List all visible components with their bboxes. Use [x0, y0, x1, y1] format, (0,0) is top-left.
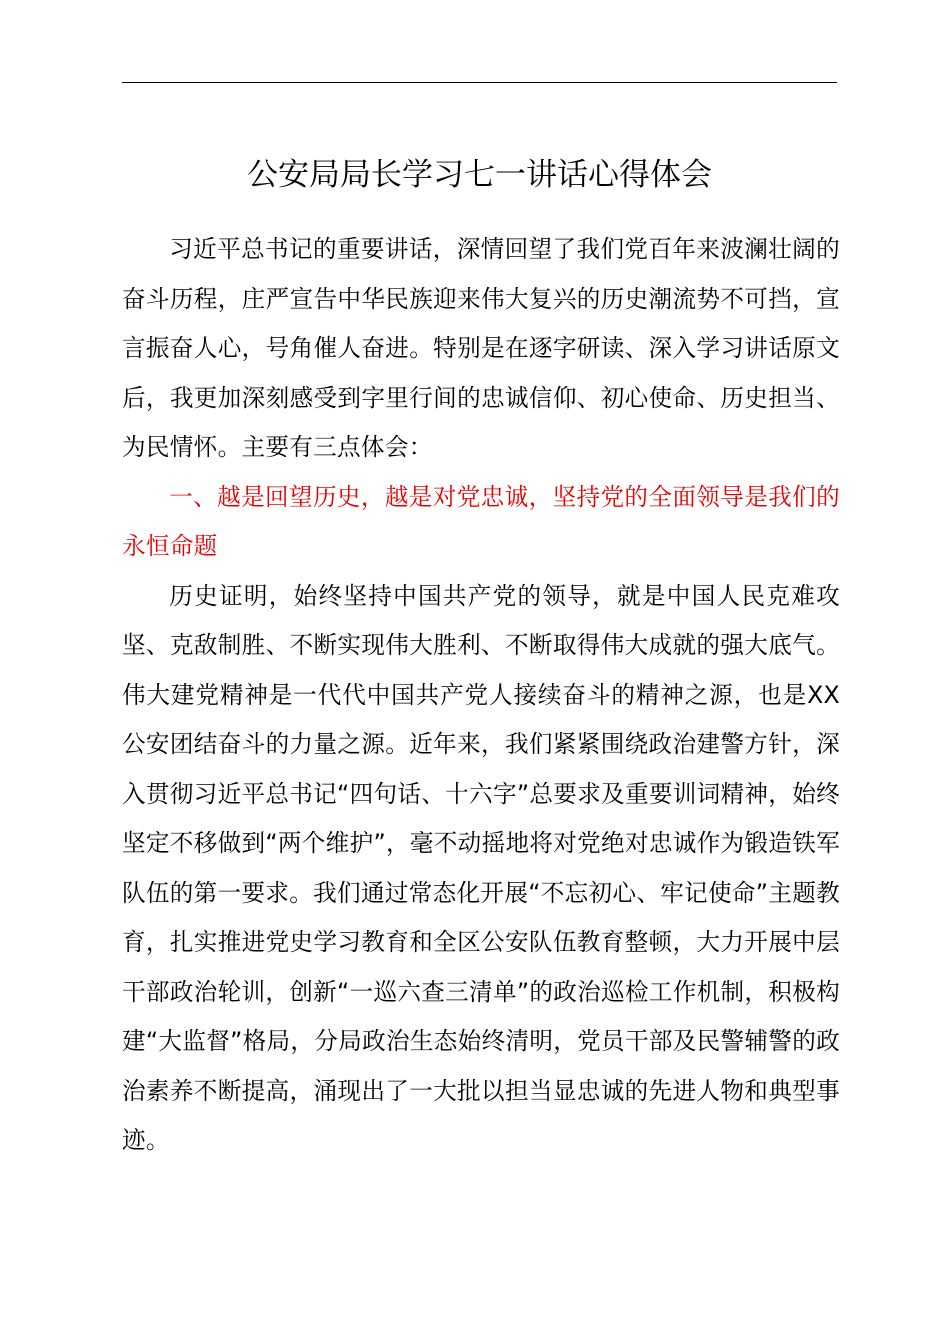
- intro-paragraph: 习近平总书记的重要讲话，深情回望了我们党百年来波澜壮阔的奋斗历程，庄严宣告中华民族迎来伟大复兴的历史潮流势不可挡，宣言振奋人心，号角催人奋进。特别是在逐字研读、深入学习讲话原文后，我更加深刻感受到字里行间的忠诚信仰、初心使命、历史担当、为民情怀。主要有三点体会：: [122, 235, 840, 461]
- document-body: [122, 225, 840, 1166]
- document-title: 公安局局长学习七一讲话心得体会: [247, 157, 712, 193]
- header-rule: [122, 82, 837, 83]
- section-heading-1: 一、越是回望历史，越是对党忠诚，坚持党的全面领导是我们的永恒命题: [122, 482, 840, 560]
- section-1-paragraph: 历史证明，始终坚持中国共产党的领导，就是中国人民克难攻坚、克敌制胜、不断实现伟大胜利、不断取得伟大成就的强大底气。伟大建党精神是一代代中国共产党人接续奋斗的精神之源，也是XX公安团结奋斗的力量之源。近年来，我们紧紧围绕政治建警方针，深入贯彻习近平总书记“四句话、十六字”总要求及重要训词精神，始终坚定不移做到“两个维护”，毫不动摇地将对党绝对忠诚作为锻造铁军队伍的第一要求。我们通过常态化开展“不忘初心、牢记使命”主题教育，扎实推进党史学习教育和全区公安队伍教育整顿，大力开展中层干部政治轮训，创新“一巡六查三清单”的政治巡检工作机制，积极构建“大监督”格局，分局政治生态始终清明，党员干部及民警辅警的政治素养不断提高，涌现出了一大批以担当显忠诚的先进人物和典型事迹。: [122, 581, 840, 1154]
